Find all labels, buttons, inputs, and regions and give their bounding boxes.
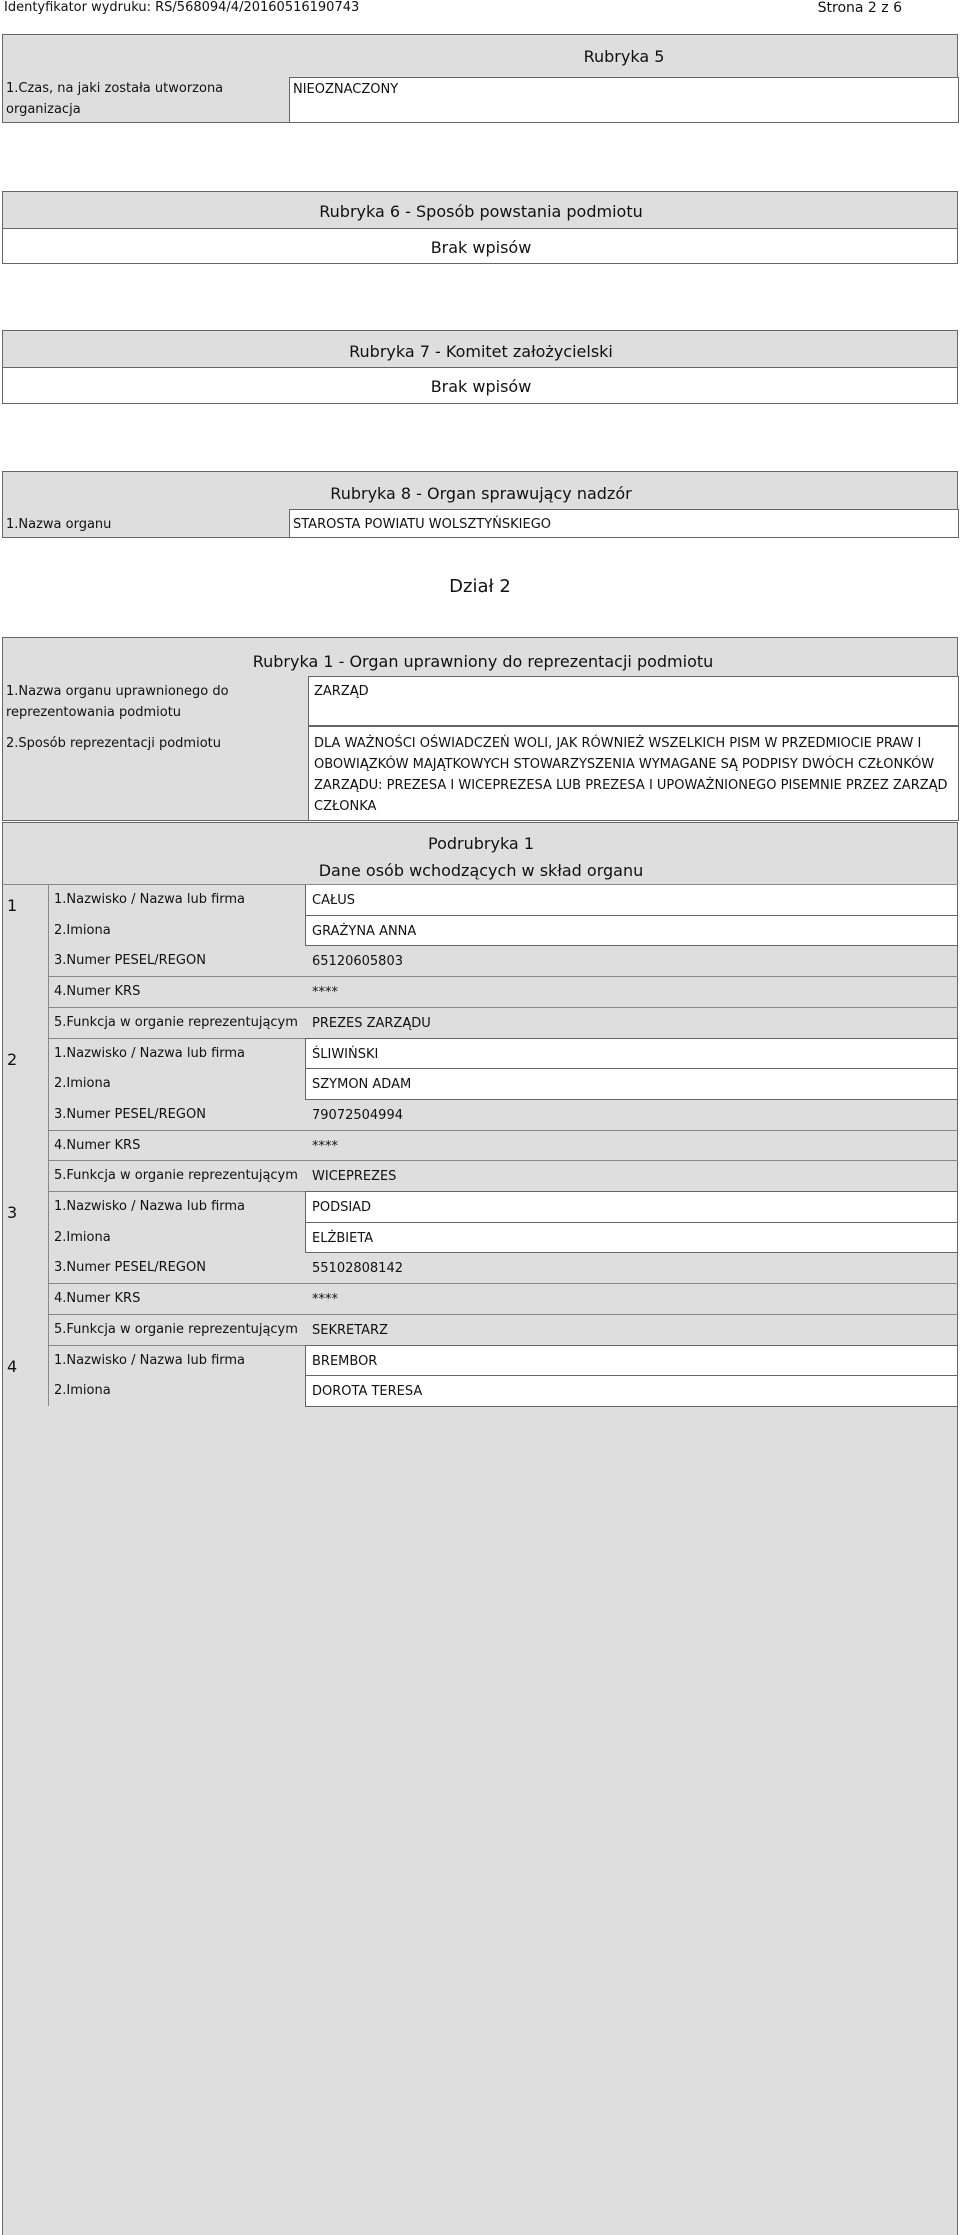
row-divider [48,1314,958,1315]
rubryka-6-header [2,191,958,229]
podrubryka-1-title: Podrubryka 1 [428,834,534,853]
person-field-label-surname: 1.Nazwisko / Nazwa lub firma [54,1045,246,1061]
person-field-label-names: 2.Imiona [54,1229,111,1245]
organ-name-value: ZARZĄD [314,684,369,699]
person-field-label-krs: 4.Numer KRS [54,1137,141,1153]
person-value-surname: ŚLIWIŃSKI [312,1046,379,1062]
person-value-pesel: 55102808142 [312,1261,403,1277]
dzial-2-heading: Dział 2 [449,576,511,597]
person-field-label-names: 2.Imiona [54,922,111,938]
person-field-label-pesel: 3.Numer PESEL/REGON [54,1106,206,1122]
person-block-divider [48,1345,49,1406]
representation-value-cell [308,726,959,821]
person-value-krs: **** [312,985,338,1001]
rubryka-8-value-cell [289,509,959,538]
person-block-divider [48,1191,49,1345]
person-value-pesel: 79072504994 [312,1107,403,1123]
person-field-label-surname: 1.Nazwisko / Nazwa lub firma [54,892,246,907]
person-value-names: SZYMON ADAM [312,1077,412,1093]
rubryka-5-value-cell [289,77,959,123]
row-divider [48,1130,958,1131]
person-value-names: GRAŻYNA ANNA [312,923,417,939]
person-field-label-function: 5.Funkcja w organie reprezentującym [54,1014,298,1030]
organ-name-value-cell [308,676,959,726]
rubryka-7-body [2,367,958,404]
person-number: 1 [7,896,18,915]
person-value-cell [305,1345,958,1377]
person-value-names: ELŻBIETA [312,1230,374,1246]
rubryka-8-title: Rubryka 8 - Organ sprawujący nadzór [330,484,632,503]
rubryka-7-value: Brak wpisów [430,377,532,396]
person-value-names: DOROTA TERESA [312,1384,423,1400]
person-field-label-surname: 1.Nazwisko / Nazwa lub firma [54,1199,246,1214]
representation-label: 2.Sposób reprezentacji podmiotu [6,736,221,751]
person-field-label-pesel: 3.Numer PESEL/REGON [54,1260,206,1276]
person-field-label-krs: 4.Numer KRS [54,1291,141,1307]
person-value-cell [305,1038,958,1070]
person-field-label-names: 2.Imiona [54,1383,111,1399]
person-value-surname: PODSIAD [312,1200,372,1215]
person-value-function: WICEPREZES [312,1169,397,1185]
rubryka-6-body [2,228,958,264]
representation-value: DLA WAŻNOŚCI OŚWIADCZEŃ WOLI, JAK RÓWNIEŻ WSZELKICH PISM W PRZEDMIOCIE PRAW I OBOWIĄZKÓW MAJĄTKOWYCH STOWARZYSZENIA WYMAGANE SĄ PODPISY DWÓCH CZŁONKÓW ZARZĄDU: PREZESA I WICEPREZESA LUB PREZESA I UPOWAŻNIONEGO PISEMNIE PRZEZ ZARZĄD CZŁONKA [314,736,948,814]
person-field-label-krs: 4.Numer KRS [54,984,141,1000]
person-field-label-function: 5.Funkcja w organie reprezentującym [54,1321,298,1337]
person-value-cell [305,1222,958,1254]
rubryka-8-section [2,471,958,538]
person-value-surname: BREMBOR [312,1353,378,1369]
d2-rubryka-1-section [2,637,958,821]
print-header [0,0,960,16]
row-divider [48,1007,958,1008]
person-number: 2 [7,1049,18,1069]
rubryka-7-title: Rubryka 7 - Komitet założycielski [349,342,613,361]
person-field-label-surname: 1.Nazwisko / Nazwa lub firma [54,1352,246,1368]
person-number: 4 [7,1356,18,1376]
rubryka-5-section [2,34,958,123]
person-block-divider [48,884,49,1038]
person-field-label-function: 5.Funkcja w organie reprezentującym [54,1168,298,1184]
row-divider [48,1283,958,1284]
organ-name-label: 1.Nazwa organu uprawnionego do reprezentowania podmiotu [6,684,229,720]
person-value-cell [305,884,958,916]
person-field-label-pesel: 3.Numer PESEL/REGON [54,953,206,969]
rubryka-6-title: Rubryka 6 - Sposób powstania podmiotu [319,202,643,221]
person-value-surname: CAŁUS [312,893,356,908]
d2-rubryka-1-title: Rubryka 1 - Organ uprawniony do reprezentacji podmiotu [252,652,714,671]
row-divider [48,1160,958,1161]
person-value-function: PREZES ZARZĄDU [312,1015,431,1031]
persons-top-border [2,884,958,885]
page-number: Strona 2 z 6 [817,0,902,16]
person-field-label-names: 2.Imiona [54,1076,111,1092]
print-identifier: Identyfikator wydruku: RS/568094/4/20160516190743 [4,0,360,15]
person-block-divider [48,1038,49,1192]
person-value-cell [305,1191,958,1223]
rubryka-8-value: STAROSTA POWIATU WOLSZTYŃSKIEGO [293,517,552,532]
rubryka-5-title: Rubryka 5 [583,47,665,66]
rubryka-7-header [2,330,958,368]
person-number: 3 [7,1203,18,1222]
person-value-function: SEKRETARZ [312,1322,389,1338]
podrubryka-1-section [2,822,958,2235]
rubryka-6-value: Brak wpisów [430,238,532,257]
person-value-krs: **** [312,1138,338,1154]
person-value-pesel: 65120605803 [312,954,403,970]
rubryka-5-label: 1.Czas, na jaki została utworzona organizacja [6,81,224,117]
rubryka-5-value: NIEOZNACZONY [293,82,399,97]
rubryka-8-label: 1.Nazwa organu [6,517,112,532]
person-value-krs: **** [312,1292,338,1308]
podrubryka-1-subtitle: Dane osób wchodzących w skład organu [318,861,644,880]
row-divider [48,976,958,977]
